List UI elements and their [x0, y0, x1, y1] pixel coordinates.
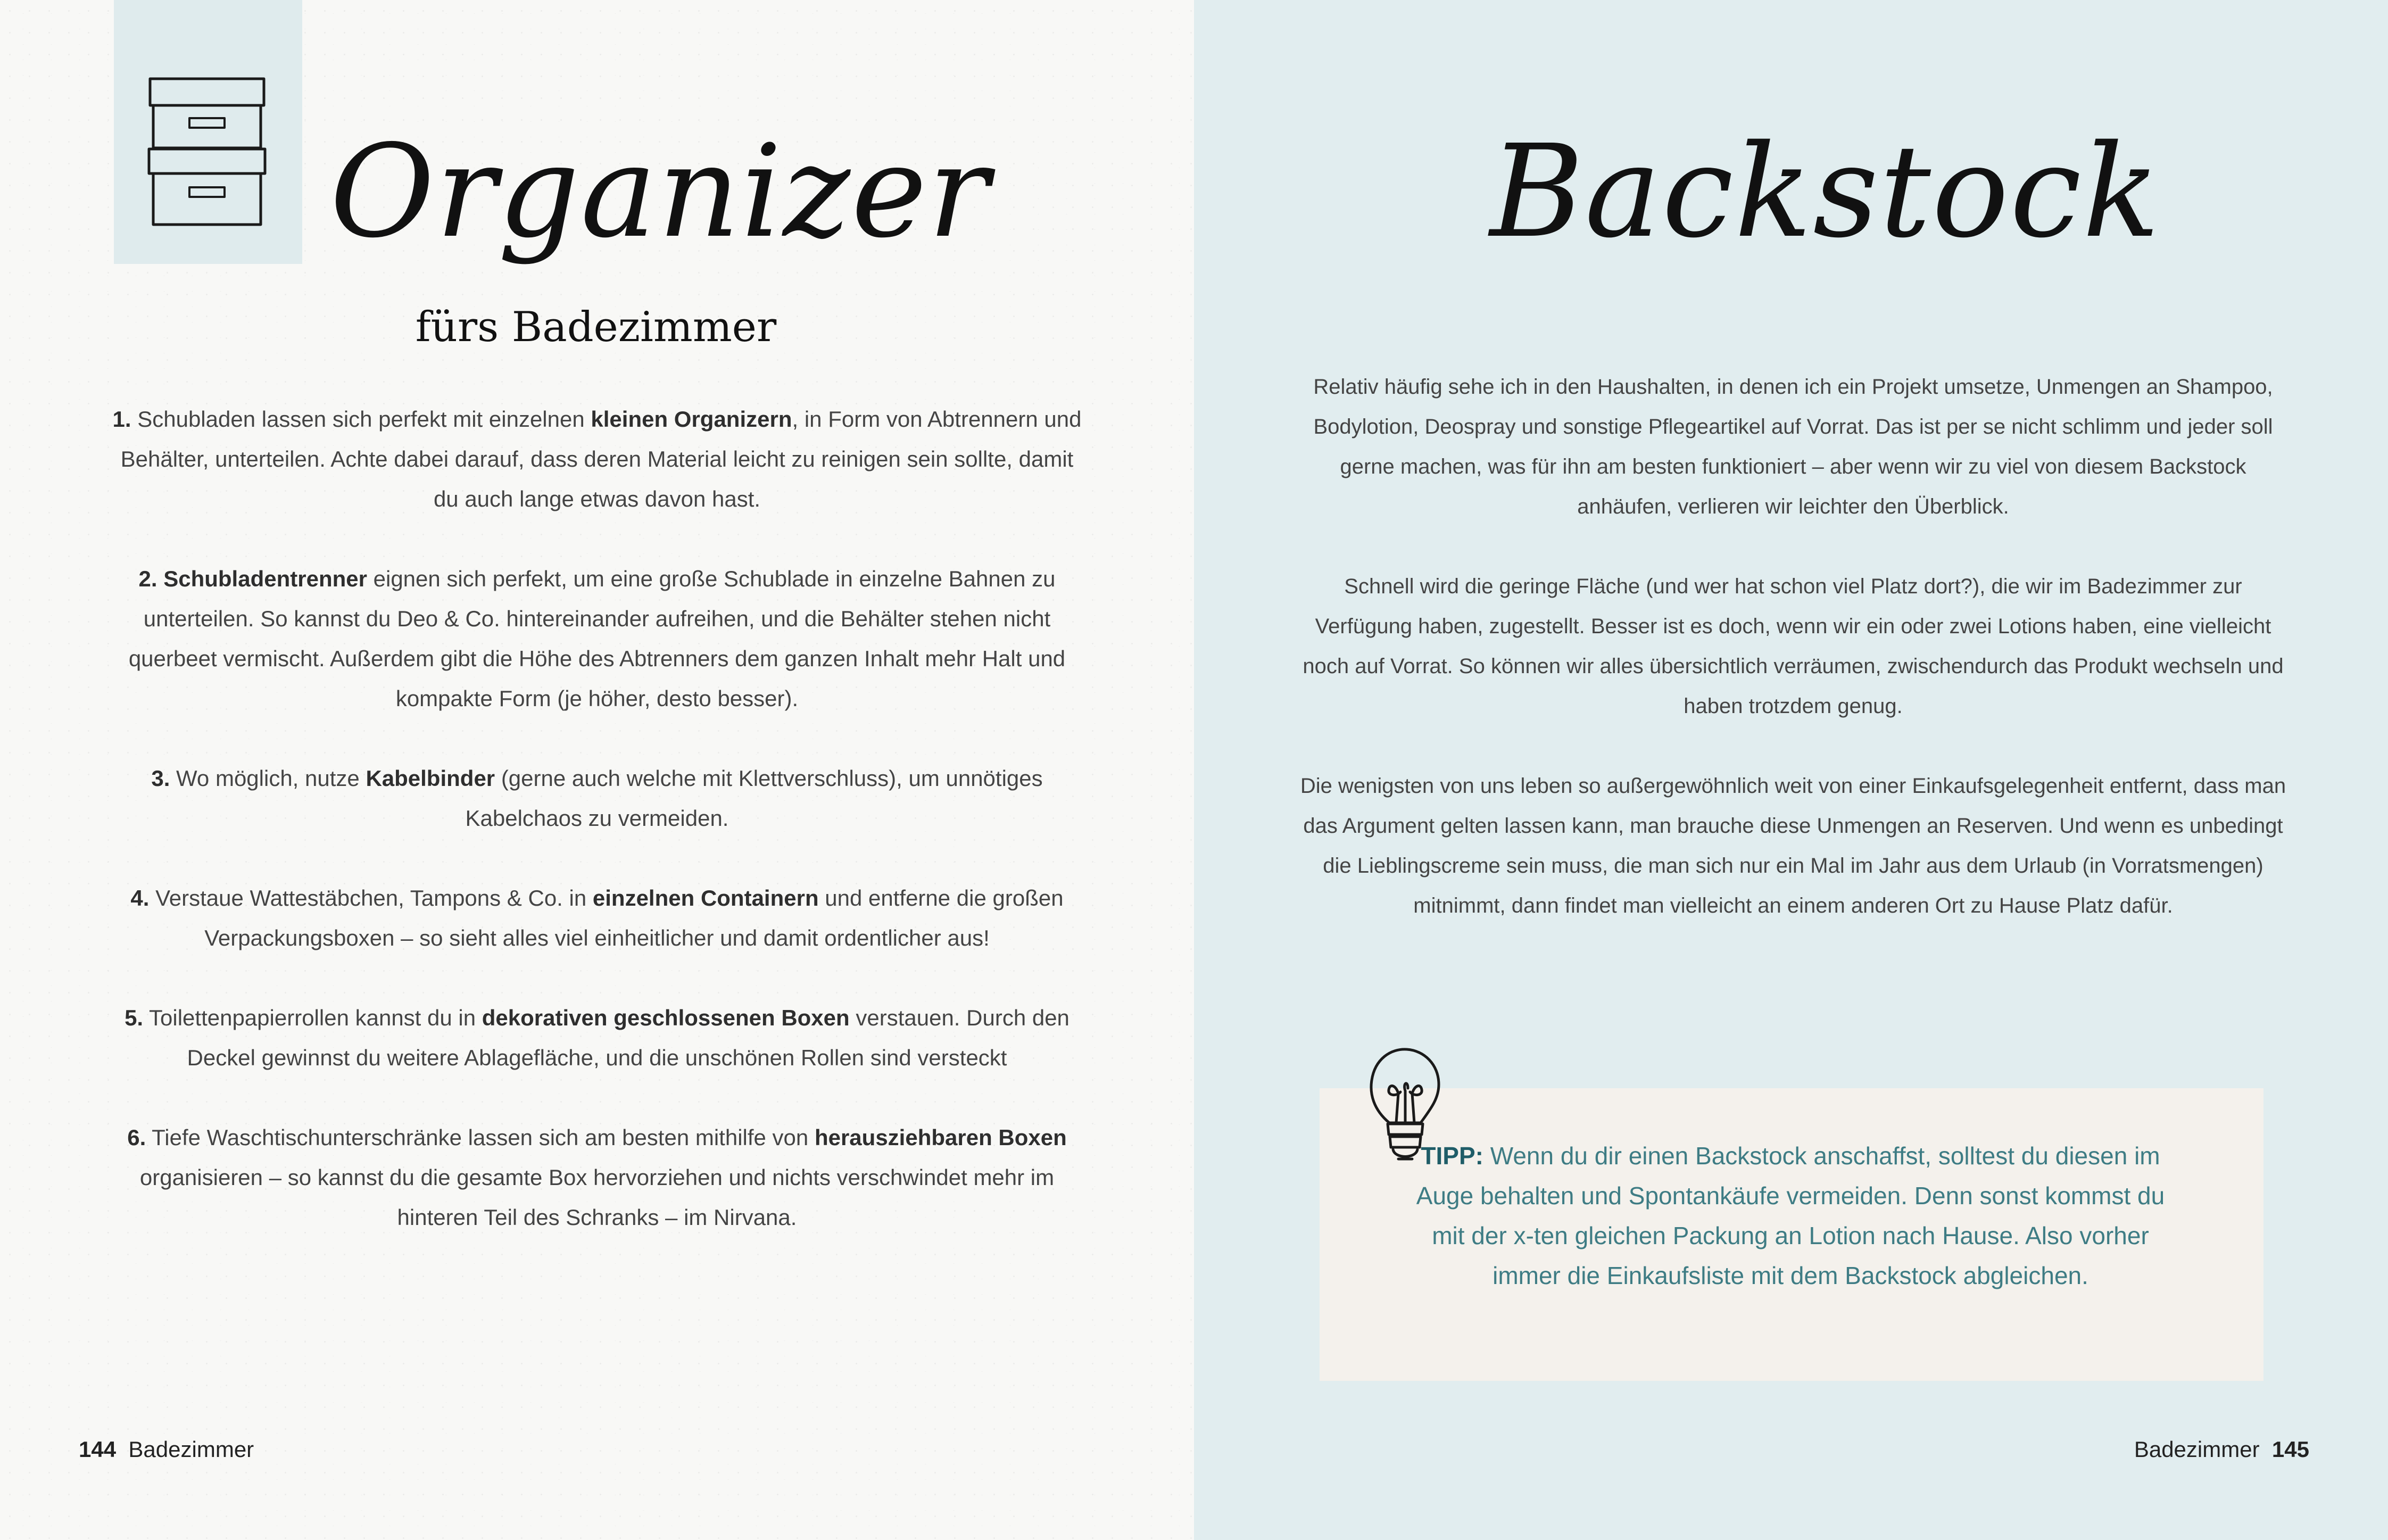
item-highlight: herausziehbaren Boxen — [814, 1125, 1067, 1150]
item-number: 4. — [130, 885, 150, 910]
tips-list — [106, 399, 1088, 1277]
page-number: 145 — [2271, 1437, 2309, 1462]
item-highlight: kleinen Organizern — [591, 407, 792, 432]
item-text: und entferne die großen Verpackungsboxen – so sieht alles viel einheitlicher und damit ordentlicher aus! — [204, 885, 1064, 950]
paragraph: Schnell wird die geringe Fläche (und wer hat schon viel Platz dort?), die wir im Badezimmer zur Verfügung haben, zugestellt. Besser ist es doch, wenn wir ein oder zwei Lotions haben, eine vielleicht noch auf Vorrat. So können wir alles übersichtlich verräumen, zwischendurch das Produkt wechseln und haben trotzdem genug. — [1303, 575, 2284, 718]
item-text: Tiefe Waschtischunterschränke lassen sich am besten mithilfe von — [146, 1125, 815, 1150]
footer-left — [79, 1437, 254, 1462]
item-text: Verstaue Wattestäbchen, Tampons & Co. in — [149, 885, 593, 910]
item-number: 5. — [125, 1005, 144, 1030]
item-number: 1. — [112, 407, 131, 432]
item-highlight: Schubladentrenner — [163, 566, 367, 591]
item-number: 6. — [127, 1125, 146, 1150]
list-item — [106, 878, 1088, 958]
list-item — [106, 758, 1088, 838]
item-highlight: einzelnen Containern — [592, 885, 819, 910]
item-text: organisieren – so kannst du die gesamte Box hervorziehen und nichts verschwindet mehr im hinteren Teil des Schranks – im Nirvana. — [139, 1165, 1055, 1230]
item-number: 2. — [138, 566, 157, 591]
page-title-backstock: Backstock — [1490, 117, 2161, 266]
item-text: verstauen. Durch den Deckel gewinnst du weitere Ablagefläche, und die unschönen Rollen sind versteckt — [187, 1005, 1069, 1070]
tip-text — [1405, 1136, 2176, 1296]
section-name: Badezimmer — [128, 1437, 254, 1462]
tip-body: Wenn du dir einen Backstock anschaffst, solltest du diesen im Auge behalten und Spontankäufe vermeiden. Denn sonst kommst du mit der x-ten gleichen Packung an Lotion nach Hause. Also vorher immer die Einkaufsliste mit dem Backstock abgleichen. — [1416, 1142, 2165, 1289]
list-item — [106, 399, 1088, 519]
item-text: , in Form von Abtrennern und Behälter, unterteilen. Achte dabei darauf, dass deren Material leicht zu reinigen sein sollte, damit du auch lange etwas davon hast. — [120, 407, 1082, 511]
item-highlight: Kabelbinder — [366, 766, 495, 791]
item-text — [157, 566, 164, 591]
footer-right — [2134, 1437, 2309, 1462]
drawer-box-icon — [144, 74, 271, 229]
paragraph: Relativ häufig sehe ich in den Haushalten, in denen ich ein Projekt umsetze, Unmengen an Shampoo, Bodylotion, Deospray und sonstige Pflegeartikel auf Vorrat. Das ist per se nicht schlimm und jeder soll gerne machen, was für ihn am besten funktioniert – aber wenn wir zu viel von diesem Backstock anhäufen, verlieren wir leichter den Überblick. — [1313, 375, 2273, 518]
item-number: 3. — [151, 766, 170, 791]
page-subtitle: fürs Badezimmer — [415, 303, 777, 351]
list-item — [106, 998, 1088, 1078]
list-item — [106, 559, 1088, 718]
right-page — [1194, 0, 2388, 1540]
item-text: (gerne auch welche mit Klettverschluss), um unnötiges Kabelchaos zu vermeiden. — [465, 766, 1043, 831]
page-number: 144 — [79, 1437, 117, 1462]
backstock-text — [1298, 367, 2288, 966]
item-highlight: dekorativen geschlossenen Boxen — [482, 1005, 850, 1030]
item-text: Wo möglich, nutze — [170, 766, 366, 791]
item-text: Schubladen lassen sich perfekt mit einzelnen — [131, 407, 591, 432]
section-name: Badezimmer — [2134, 1437, 2260, 1462]
tip-label: TIPP: — [1421, 1142, 1483, 1170]
item-text: eignen sich perfekt, um eine große Schublade in einzelne Bahnen zu unterteilen. So kannst du Deo & Co. hintereinander aufreihen, und die Behälter stehen nicht querbeet vermischt. Außerdem gibt die Höhe des Abtrenners dem ganzen Inhalt mehr Halt und kompakte Form (je höher, desto besser). — [128, 566, 1066, 711]
list-item — [106, 1117, 1088, 1237]
paragraph: Die wenigsten von uns leben so außergewöhnlich weit von einer Einkaufsgelegenheit entfernt, dass man das Argument gelten lassen kann, man brauche diese Unmengen an Reserven. Und wenn es unbedingt die Lieblingscreme sein muss, die man sich nur ein Mal im Jahr aus dem Urlaub (in Vorratsmengen) mitnimmt, dann findet man vielleicht an einem anderen Ort zu Hause Platz dafür. — [1300, 774, 2286, 917]
page-title-organizer: Organizer — [330, 117, 990, 266]
item-text: Toilettenpapierrollen kannst du in — [143, 1005, 482, 1030]
